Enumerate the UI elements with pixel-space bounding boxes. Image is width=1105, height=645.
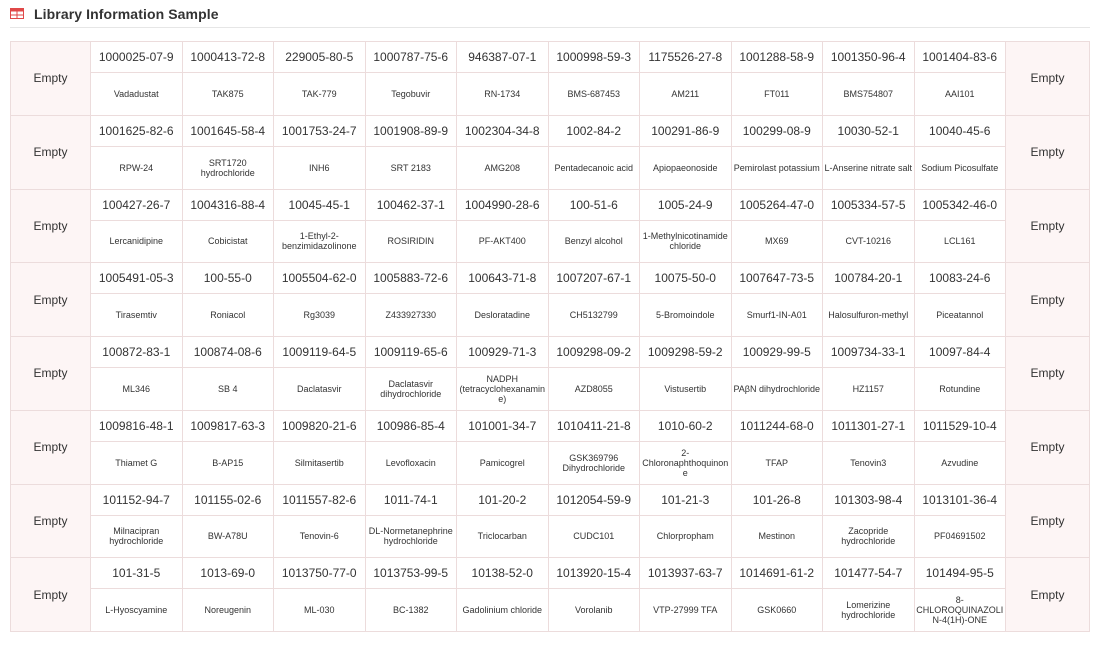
plate-well — [183, 116, 275, 190]
plate-well — [640, 485, 732, 559]
plate-well — [274, 116, 366, 190]
well-cas-number: 100872-83-1 — [91, 337, 182, 368]
plate-well — [457, 558, 549, 632]
well-cas-number: 1005342-46-0 — [915, 190, 1006, 221]
empty-well-left: Empty — [11, 116, 91, 190]
well-compound-name: RPW-24 — [119, 162, 154, 173]
plate-well — [732, 558, 824, 632]
well-compound-name: AM211 — [671, 88, 700, 99]
well-cas-number: 101-26-8 — [732, 485, 823, 516]
well-cas-number: 1005883-72-6 — [366, 263, 457, 294]
well-compound-name: Vorolanib — [574, 605, 613, 616]
empty-well-right: Empty — [1006, 558, 1090, 632]
well-compound-name: Mestinon — [758, 531, 796, 542]
well-cas-number: 1000998-59-3 — [549, 42, 640, 73]
plate-well — [183, 337, 275, 411]
empty-well-left: Empty — [11, 411, 91, 485]
well-compound-name: VTP-27999 TFA — [653, 605, 718, 616]
well-compound-name: Sodium Picosulfate — [921, 162, 999, 173]
plate-well — [640, 337, 732, 411]
well-compound-name: SRT1720 hydrochloride — [200, 157, 255, 178]
well-compound-name: Pentadecanoic acid — [554, 162, 634, 173]
well-cas-number: 1013937-63-7 — [640, 558, 731, 589]
plate-well — [274, 411, 366, 485]
plate-well — [91, 485, 183, 559]
well-compound-name: SB 4 — [217, 383, 238, 394]
well-cas-number: 1002-84-2 — [549, 116, 640, 147]
plate-well — [732, 411, 824, 485]
plate-well — [732, 116, 824, 190]
plate-well — [549, 485, 641, 559]
plate-well — [732, 190, 824, 264]
well-cas-number: 100427-26-7 — [91, 190, 182, 221]
well-cas-number: 1011-74-1 — [366, 485, 457, 516]
plate-well — [457, 337, 549, 411]
empty-well-left: Empty — [11, 42, 91, 116]
well-cas-number: 1005334-57-5 — [823, 190, 914, 221]
plate-well — [823, 263, 915, 337]
well-cas-number: 1000413-72-8 — [183, 42, 274, 73]
well-cas-number: 10097-84-4 — [915, 337, 1006, 368]
well-compound-name: CH5132799 — [569, 310, 618, 321]
well-compound-name: INH6 — [308, 162, 330, 173]
well-compound-name: B-AP15 — [212, 457, 244, 468]
plate-well — [366, 411, 458, 485]
plate-well — [457, 116, 549, 190]
well-cas-number: 100929-71-3 — [457, 337, 548, 368]
well-compound-name: 1-Methylnicotinamide chloride — [642, 231, 728, 252]
well-compound-name: BMS754807 — [843, 88, 894, 99]
empty-well-right: Empty — [1006, 190, 1090, 264]
well-cas-number: 1013-69-0 — [183, 558, 274, 589]
well-cas-number: 1005264-47-0 — [732, 190, 823, 221]
empty-well-right: Empty — [1006, 337, 1090, 411]
well-cas-number: 1011529-10-4 — [915, 411, 1006, 442]
well-cas-number: 1014691-61-2 — [732, 558, 823, 589]
plate-well — [457, 485, 549, 559]
well-compound-name: CVT-10216 — [845, 236, 892, 247]
table-icon — [10, 8, 24, 19]
well-cas-number: 1010-60-2 — [640, 411, 731, 442]
well-cas-number: 1001753-24-7 — [274, 116, 365, 147]
plate-well — [640, 116, 732, 190]
well-cas-number: 1002304-34-8 — [457, 116, 548, 147]
well-compound-name: RN-1734 — [484, 88, 521, 99]
well-compound-name: Zacopride hydrochloride — [841, 526, 896, 547]
well-cas-number: 101494-95-5 — [915, 558, 1006, 589]
well-cas-number: 100643-71-8 — [457, 263, 548, 294]
well-cas-number: 100874-08-6 — [183, 337, 274, 368]
well-cas-number: 1005491-05-3 — [91, 263, 182, 294]
well-compound-name: Silmitasertib — [294, 457, 344, 468]
plate-well — [274, 42, 366, 116]
well-cas-number: 1001645-58-4 — [183, 116, 274, 147]
well-compound-name: AZD8055 — [574, 383, 613, 394]
well-compound-name: FT011 — [764, 88, 790, 99]
well-compound-name: Roniacol — [210, 310, 246, 321]
well-cas-number: 946387-07-1 — [457, 42, 548, 73]
well-cas-number: 1013750-77-0 — [274, 558, 365, 589]
plate-well — [823, 116, 915, 190]
well-cas-number: 1013101-36-4 — [915, 485, 1006, 516]
well-cas-number: 100-51-6 — [549, 190, 640, 221]
well-compound-name: PF-AKT400 — [478, 236, 526, 247]
well-cas-number: 101303-98-4 — [823, 485, 914, 516]
plate-well — [183, 263, 275, 337]
plate-well — [91, 263, 183, 337]
plate-well — [457, 411, 549, 485]
well-cas-number: 1013920-15-4 — [549, 558, 640, 589]
well-compound-name: Rg3039 — [303, 310, 336, 321]
well-cas-number: 1004990-28-6 — [457, 190, 548, 221]
well-compound-name: Lercanidipine — [109, 236, 164, 247]
plate-well — [457, 263, 549, 337]
plate-well — [640, 190, 732, 264]
well-compound-name: L-Hyoscyamine — [105, 605, 168, 616]
plate-well — [915, 263, 1007, 337]
plate-well — [915, 558, 1007, 632]
empty-well-left: Empty — [11, 263, 91, 337]
plate-well — [823, 558, 915, 632]
plate-well — [823, 411, 915, 485]
well-cas-number: 1009816-48-1 — [91, 411, 182, 442]
well-compound-name: ML346 — [122, 383, 151, 394]
well-cas-number: 10138-52-0 — [457, 558, 548, 589]
well-compound-name: Apiopaeonoside — [652, 162, 718, 173]
well-compound-name: Daclatasvir dihydrochloride — [380, 378, 442, 399]
plate-well — [366, 116, 458, 190]
well-cas-number: 101-31-5 — [91, 558, 182, 589]
well-compound-name: AMG208 — [484, 162, 521, 173]
well-cas-number: 1001404-83-6 — [915, 42, 1006, 73]
plate-well — [274, 263, 366, 337]
well-cas-number: 100-55-0 — [183, 263, 274, 294]
well-cas-number: 1009817-63-3 — [183, 411, 274, 442]
well-compound-name: 5-Bromoindole — [655, 310, 715, 321]
well-cas-number: 10030-52-1 — [823, 116, 914, 147]
well-compound-name: Tegobuvir — [391, 88, 431, 99]
plate-well — [274, 485, 366, 559]
well-compound-name: PAβN dihydrochloride — [733, 383, 821, 394]
plate-well — [549, 42, 641, 116]
empty-well-right: Empty — [1006, 485, 1090, 559]
well-cas-number: 1175526-27-8 — [640, 42, 731, 73]
well-compound-name: Tenovin3 — [850, 457, 887, 468]
plate-well — [549, 558, 641, 632]
well-compound-name: Piceatannol — [936, 310, 984, 321]
well-cas-number: 1005504-62-0 — [274, 263, 365, 294]
well-cas-number: 1009734-33-1 — [823, 337, 914, 368]
well-compound-name: Gadolinium chloride — [462, 605, 543, 616]
plate-well — [915, 337, 1007, 411]
plate-well — [183, 42, 275, 116]
well-compound-name: Triclocarban — [477, 531, 527, 542]
well-cas-number: 1009820-21-6 — [274, 411, 365, 442]
plate-well — [183, 558, 275, 632]
well-cas-number: 1001908-89-9 — [366, 116, 457, 147]
plate-well — [823, 190, 915, 264]
plate-well — [91, 337, 183, 411]
well-compound-name: Vistusertib — [664, 383, 707, 394]
well-cas-number: 10045-45-1 — [274, 190, 365, 221]
well-compound-name: Daclatasvir — [296, 383, 342, 394]
well-cas-number: 101152-94-7 — [91, 485, 182, 516]
plate-well — [457, 190, 549, 264]
well-compound-name: BC-1382 — [392, 605, 429, 616]
well-cas-number: 1000787-75-6 — [366, 42, 457, 73]
well-cas-number: 1000025-07-9 — [91, 42, 182, 73]
well-compound-name: Z433927330 — [385, 310, 437, 321]
plate-well — [91, 42, 183, 116]
well-cas-number: 1012054-59-9 — [549, 485, 640, 516]
well-cas-number: 100299-08-9 — [732, 116, 823, 147]
well-compound-name: Vadadustat — [113, 88, 159, 99]
plate-well — [640, 558, 732, 632]
well-compound-name: CUDC101 — [573, 531, 615, 542]
plate-well — [549, 411, 641, 485]
plate-well — [183, 485, 275, 559]
well-cas-number: 1011244-68-0 — [732, 411, 823, 442]
well-compound-name: Pemirolast potassium — [733, 162, 820, 173]
empty-well-left: Empty — [11, 485, 91, 559]
plate-well — [91, 411, 183, 485]
well-compound-name: Tirasemtiv — [115, 310, 157, 321]
well-compound-name: AAI101 — [944, 88, 975, 99]
empty-well-right: Empty — [1006, 42, 1090, 116]
well-cas-number: 1001288-58-9 — [732, 42, 823, 73]
plate-well — [366, 42, 458, 116]
well-cas-number: 100291-86-9 — [640, 116, 731, 147]
well-cas-number: 10083-24-6 — [915, 263, 1006, 294]
well-cas-number: 1007647-73-5 — [732, 263, 823, 294]
plate-well — [91, 558, 183, 632]
well-compound-name: TAK-779 — [301, 88, 337, 99]
empty-well-right: Empty — [1006, 263, 1090, 337]
well-cas-number: 100462-37-1 — [366, 190, 457, 221]
well-compound-name: GSK0660 — [757, 605, 797, 616]
well-compound-name: TFAP — [765, 457, 788, 468]
plate-well — [915, 411, 1007, 485]
well-compound-name: PF04691502 — [933, 531, 986, 542]
well-compound-name: Rotundine — [939, 383, 981, 394]
plate-well — [823, 42, 915, 116]
well-compound-name: Azvudine — [941, 457, 979, 468]
well-cas-number: 1005-24-9 — [640, 190, 731, 221]
empty-well-right: Empty — [1006, 411, 1090, 485]
well-compound-name: DL-Normetanephrine hydrochloride — [368, 526, 453, 547]
well-compound-name: Noreugenin — [204, 605, 252, 616]
well-compound-name: Benzyl alcohol — [564, 236, 623, 247]
well-compound-name: SRT 2183 — [390, 162, 431, 173]
well-cas-number: 101-21-3 — [640, 485, 731, 516]
well-compound-name: ML-030 — [303, 605, 335, 616]
well-cas-number: 1009119-64-5 — [274, 337, 365, 368]
plate-well — [640, 42, 732, 116]
well-cas-number: 1001350-96-4 — [823, 42, 914, 73]
plate-well — [915, 190, 1007, 264]
well-cas-number: 1009298-09-2 — [549, 337, 640, 368]
well-cas-number: 101001-34-7 — [457, 411, 548, 442]
plate-well — [732, 337, 824, 411]
plate-well — [366, 558, 458, 632]
well-compound-name: ROSIRIDIN — [387, 236, 434, 247]
well-compound-name: Desloratadine — [474, 310, 531, 321]
well-compound-name: Cobicistat — [207, 236, 248, 247]
well-cas-number: 1009119-65-6 — [366, 337, 457, 368]
empty-well-left: Empty — [11, 337, 91, 411]
well-compound-name: HZ1157 — [852, 383, 884, 394]
plate-well — [640, 263, 732, 337]
plate-grid — [10, 41, 1090, 632]
plate-well — [366, 337, 458, 411]
well-cas-number: 229005-80-5 — [274, 42, 365, 73]
well-cas-number: 1001625-82-6 — [91, 116, 182, 147]
plate-well — [823, 337, 915, 411]
well-cas-number: 101-20-2 — [457, 485, 548, 516]
well-cas-number: 1004316-88-4 — [183, 190, 274, 221]
plate-well — [457, 42, 549, 116]
well-cas-number: 1011557-82-6 — [274, 485, 365, 516]
plate-well — [366, 485, 458, 559]
well-compound-name: Pamicogrel — [479, 457, 525, 468]
plate-well — [549, 337, 641, 411]
well-cas-number: 100784-20-1 — [823, 263, 914, 294]
well-cas-number: 10040-45-6 — [915, 116, 1006, 147]
plate-well — [183, 411, 275, 485]
well-cas-number: 101155-02-6 — [183, 485, 274, 516]
well-compound-name: BW-A78U — [207, 531, 248, 542]
plate-well — [91, 190, 183, 264]
plate-well — [823, 485, 915, 559]
plate-well — [732, 42, 824, 116]
plate-well — [732, 485, 824, 559]
section-header — [10, 0, 1090, 28]
empty-well-right: Empty — [1006, 116, 1090, 190]
well-compound-name: NADPH (tetracyclohexanamine) — [459, 373, 546, 404]
plate-well — [640, 411, 732, 485]
plate-well — [274, 337, 366, 411]
plate-well — [366, 190, 458, 264]
well-compound-name: Milnacipran hydrochloride — [109, 526, 164, 547]
well-compound-name: Lomerizine hydrochloride — [841, 600, 896, 621]
well-compound-name: 8-CHLOROQUINAZOLIN-4(1H)-ONE — [916, 595, 1004, 626]
well-compound-name: 1-Ethyl-2-benzimidazolinone — [281, 231, 357, 252]
plate-well — [274, 190, 366, 264]
well-cas-number: 1009298-59-2 — [640, 337, 731, 368]
plate-well — [549, 263, 641, 337]
well-compound-name: Halosulfuron-methyl — [828, 310, 909, 321]
well-compound-name: Chlorpropham — [656, 531, 714, 542]
well-cas-number: 1011301-27-1 — [823, 411, 914, 442]
well-cas-number: 10075-50-0 — [640, 263, 731, 294]
plate-well — [732, 263, 824, 337]
plate-well — [915, 42, 1007, 116]
well-cas-number: 100986-85-4 — [366, 411, 457, 442]
empty-well-left: Empty — [11, 190, 91, 264]
well-compound-name: Tenovin-6 — [299, 531, 339, 542]
well-compound-name: TAK875 — [211, 88, 244, 99]
plate-well — [183, 190, 275, 264]
well-compound-name: Smurf1-IN-A01 — [746, 310, 807, 321]
empty-well-left: Empty — [11, 558, 91, 632]
plate-well — [549, 190, 641, 264]
well-cas-number: 1007207-67-1 — [549, 263, 640, 294]
plate-well — [915, 116, 1007, 190]
well-compound-name: GSK369796 Dihydrochloride — [562, 452, 626, 473]
well-cas-number: 101477-54-7 — [823, 558, 914, 589]
well-compound-name: MX69 — [764, 236, 789, 247]
plate-well — [366, 263, 458, 337]
well-compound-name: Thiamet G — [115, 457, 158, 468]
well-compound-name: 2-Chloronaphthoquinone — [642, 447, 729, 478]
page-title: Library Information Sample — [34, 5, 219, 22]
well-compound-name: LCL161 — [943, 236, 976, 247]
well-compound-name: L-Anserine nitrate salt — [824, 162, 913, 173]
well-cas-number: 1010411-21-8 — [549, 411, 640, 442]
plate-well — [915, 485, 1007, 559]
plate-well — [91, 116, 183, 190]
well-cas-number: 1013753-99-5 — [366, 558, 457, 589]
well-compound-name: Levofloxacin — [385, 457, 436, 468]
well-compound-name: BMS-687453 — [567, 88, 621, 99]
well-cas-number: 100929-99-5 — [732, 337, 823, 368]
plate-well — [274, 558, 366, 632]
plate-well — [549, 116, 641, 190]
